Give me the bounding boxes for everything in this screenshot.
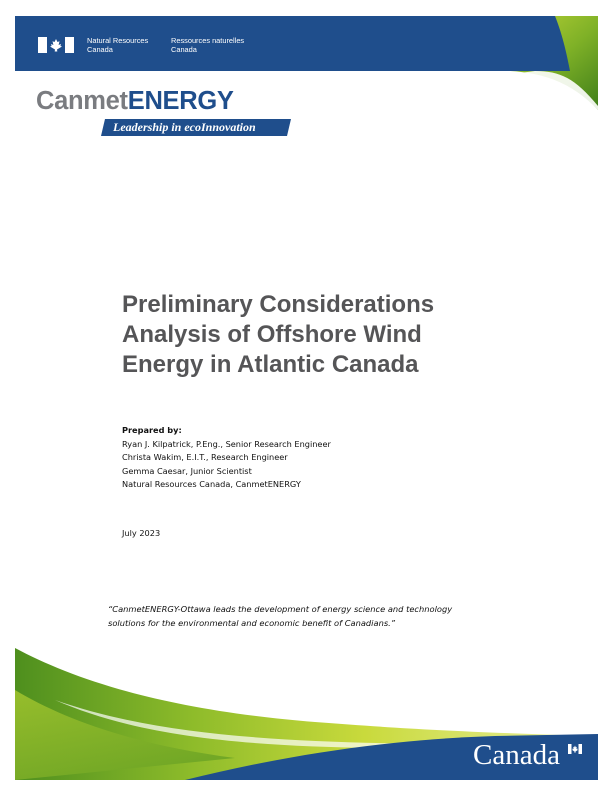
government-name-french [171, 36, 244, 55]
tagline-bar [101, 119, 291, 136]
logo-text-canmet: Canmet [36, 87, 128, 115]
prepared-by-block [122, 424, 331, 492]
title-line-3: Energy in Atlantic Canada [122, 351, 419, 378]
author-organization: Natural Resources Canada, CanmetENERGY [122, 479, 301, 490]
canmet-energy-logo [36, 86, 234, 116]
title-line-2: Analysis of Offshore Wind [122, 321, 422, 348]
canada-wordmark: Canada [473, 739, 560, 771]
author-line: Ryan J. Kilpatrick, P.Eng., Senior Research Engineer [122, 438, 331, 449]
government-name-english [87, 36, 148, 55]
mission-line-2: solutions for the environmental and economic benefit of Canadians.” [108, 617, 396, 628]
mission-line-1: “CanmetENERGY-Ottawa leads the development of energy science and technology [108, 604, 453, 614]
canada-flag-icon [38, 37, 74, 53]
prepared-by-heading: Prepared by: [122, 425, 182, 435]
title-line-1: Preliminary Considerations [122, 291, 435, 318]
document-title [122, 290, 522, 380]
logo-tagline: Leadership in ecoInnovation [113, 120, 256, 134]
author-line: Gemma Caesar, Junior Scientist [122, 465, 252, 476]
wordmark-flag-icon [568, 741, 582, 751]
gov-en-line2: Canada [87, 45, 113, 55]
publication-date: July 2023 [122, 528, 161, 538]
gov-fr-line1: Ressources naturelles [171, 36, 245, 45]
gov-fr-line2: Canada [171, 45, 197, 55]
gov-en-line1: Natural Resources [87, 36, 149, 45]
logo-text-energy: ENERGY [127, 87, 234, 115]
author-line: Christa Wakim, E.I.T., Research Engineer [122, 452, 288, 463]
mission-statement [108, 603, 498, 630]
